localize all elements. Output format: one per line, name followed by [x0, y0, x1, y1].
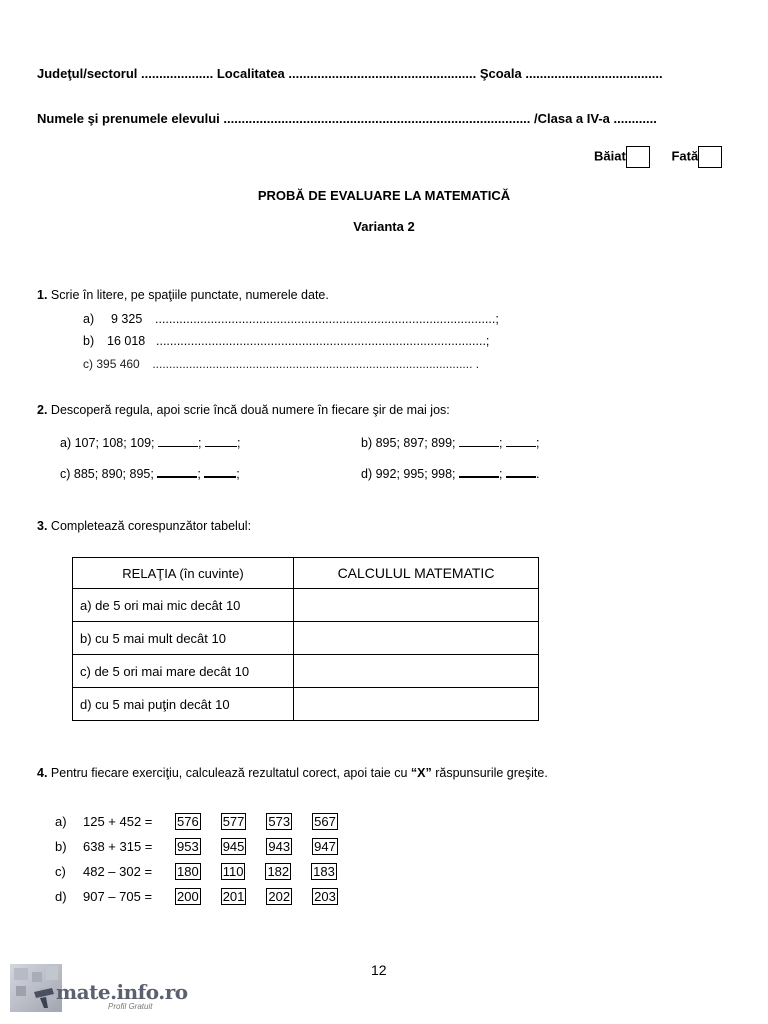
q1-item-a-label: a) [83, 312, 95, 326]
relation-col-header: RELAŢIA (în cuvinte) [73, 558, 294, 589]
q2-seq-c-blank2[interactable] [204, 464, 236, 478]
answer-option[interactable]: 945 [222, 839, 245, 854]
site-logo [10, 962, 188, 1014]
q4-exercise-b [55, 838, 338, 855]
q4-ex-c-label: c) [55, 864, 66, 879]
q2-number: 2. [37, 403, 48, 417]
header-student-line: Numele şi prenumele elevului ..................................................................................... /Clasa a IV-a ............ [37, 111, 657, 126]
logo-subtext: Profil Gratuit [108, 1002, 153, 1011]
q1-item-b-value: 16 018 [107, 334, 146, 348]
answer-option[interactable]: 203 [314, 889, 336, 904]
q1-number: 1. [37, 288, 48, 302]
q2-seq-a-end: ; [236, 436, 241, 450]
q4-ex-a-expr: 125 + 452 = [83, 814, 153, 829]
answer-option[interactable]: 943 [268, 839, 291, 854]
q1-item-a-dots[interactable]: ..................................................................................................; [155, 312, 499, 326]
answer-option[interactable]: 201 [222, 889, 245, 904]
q2-seq-a-blank1[interactable] [158, 434, 198, 447]
q1-item-a-value: 9 325 [111, 312, 143, 326]
q2-seq-a-blank2[interactable] [205, 434, 237, 447]
relation-cell: a) de 5 ori mai mic decât 10 [73, 589, 294, 622]
table-row [73, 655, 539, 688]
table-row [73, 688, 539, 721]
q1-item-b [83, 334, 489, 348]
answer-option[interactable]: 947 [314, 839, 336, 854]
relation-cell: c) de 5 ori mai mare decât 10 [73, 655, 294, 688]
q4-text-a: Pentru [50, 766, 88, 780]
q4-ex-d-expr: 907 – 705 = [83, 889, 153, 904]
calc-answer-cell[interactable] [294, 655, 539, 688]
relation-cell: d) cu 5 mai puţin decât 10 [73, 688, 294, 721]
answer-option[interactable]: 180 [177, 864, 199, 879]
answer-option[interactable]: 576 [177, 814, 199, 829]
q1-item-b-dots[interactable]: ...............................................................................................; [156, 334, 490, 348]
q2-seq-a-sep: ; [198, 436, 202, 450]
boy-label: Băiat [594, 148, 626, 164]
q3-number: 3. [37, 519, 48, 533]
answer-option[interactable]: 200 [177, 889, 199, 904]
q4-text-b: fiecare exerciţiu, calculează rezultatul [91, 766, 299, 780]
answer-option[interactable]: 953 [177, 839, 199, 854]
table-row [73, 589, 539, 622]
q4-prompt [37, 766, 548, 780]
answer-option[interactable]: 577 [222, 814, 245, 829]
q2-seq-a-text: a) 107; 108; 109; [60, 436, 155, 450]
table-row [73, 622, 539, 655]
q4-exercise-a [55, 813, 338, 830]
answer-option[interactable]: 567 [314, 814, 336, 829]
q1-item-c-value: 395 460 [96, 357, 140, 371]
q4-exercise-d [55, 888, 338, 905]
q4-ex-b-label: b) [55, 839, 67, 854]
page-title: PROBĂ DE EVALUARE LA MATEMATICĂ [257, 188, 511, 203]
q2-seq-b-end: ; [535, 436, 540, 450]
q3-text: Completează corespunzător tabelul: [50, 519, 252, 533]
q2-seq-d-text: d) 992; 995; 998; [361, 467, 456, 481]
q4-number: 4. [37, 766, 48, 780]
q4-ex-c-expr: 482 – 302 = [83, 864, 153, 879]
calc-answer-cell[interactable] [294, 622, 539, 655]
q1-item-c-label: c) [83, 357, 93, 371]
q4-text-c: corect, [302, 766, 340, 780]
q4-ex-a-label: a) [55, 814, 67, 829]
q1-item-c-dots[interactable]: ................................................................................................ . [152, 357, 480, 371]
q2-seq-d-blank2[interactable] [506, 464, 536, 478]
q2-seq-b-blank1[interactable] [459, 434, 499, 447]
q2-seq-c-sep: ; [197, 467, 201, 481]
q4-ex-b-expr: 638 + 315 = [83, 839, 153, 854]
q2-seq-d-blank1[interactable] [459, 464, 499, 478]
calc-answer-cell[interactable] [294, 589, 539, 622]
answer-option[interactable]: 110 [222, 864, 244, 879]
boy-checkbox[interactable] [626, 146, 650, 168]
q1-item-b-label: b) [83, 334, 95, 348]
q2-seq-d-end: . [535, 467, 540, 481]
q2-seq-d-sep: ; [499, 467, 503, 481]
q1-item-c [83, 357, 479, 371]
relation-table-header [73, 558, 539, 589]
girl-label: Fată [671, 148, 699, 164]
q2-seq-b-sep: ; [499, 436, 503, 450]
answer-option[interactable]: 183 [313, 864, 335, 879]
calc-col-header: CALCULUL MATEMATIC [294, 558, 539, 589]
relation-cell: b) cu 5 mai mult decât 10 [73, 622, 294, 655]
q3-prompt [37, 519, 251, 533]
q2-seq-c-blank1[interactable] [157, 464, 197, 478]
q4-text-d: apoi taie cu [343, 766, 408, 780]
q4-ex-d-label: d) [55, 889, 67, 904]
q2-seq-c-end: ; [236, 467, 240, 481]
q2-seq-a [60, 434, 240, 450]
q2-prompt [37, 403, 450, 417]
q2-text: Descoperă regula, apoi scrie încă două numere în fiecare şir de mai jos: [50, 403, 450, 417]
q4-exercise-c [55, 863, 337, 880]
q2-seq-b-text: b) 895; 897; 899; [361, 436, 456, 450]
gender-row [594, 146, 722, 168]
answer-option[interactable]: 573 [268, 814, 291, 829]
q4-text-f: răspunsurile greşite. [435, 766, 548, 780]
logo-text: mate.info.ro [56, 980, 188, 1004]
variant-label: Varianta 2 [353, 219, 415, 234]
page-number: 12 [371, 962, 387, 978]
q4-text-e: “X” [410, 766, 432, 780]
q1-prompt [37, 288, 329, 302]
q1-text: Scrie în litere, pe spaţiile punctate, numerele date. [50, 288, 329, 302]
q2-seq-d [361, 464, 539, 481]
answer-option[interactable]: 182 [267, 864, 290, 879]
relation-table [72, 557, 539, 721]
q2-seq-c-text: c) 885; 890; 895; [60, 467, 154, 481]
q1-item-a [83, 312, 499, 326]
q2-seq-b [361, 434, 539, 450]
calc-answer-cell[interactable] [294, 688, 539, 721]
header-school-line: Judeţul/sectorul .................... Localitatea .................................................... Şcoala ...................................... [37, 66, 663, 81]
q2-seq-b-blank2[interactable] [506, 434, 536, 447]
answer-option[interactable]: 202 [268, 889, 291, 904]
girl-checkbox[interactable] [698, 146, 722, 168]
q2-seq-c [60, 464, 240, 481]
